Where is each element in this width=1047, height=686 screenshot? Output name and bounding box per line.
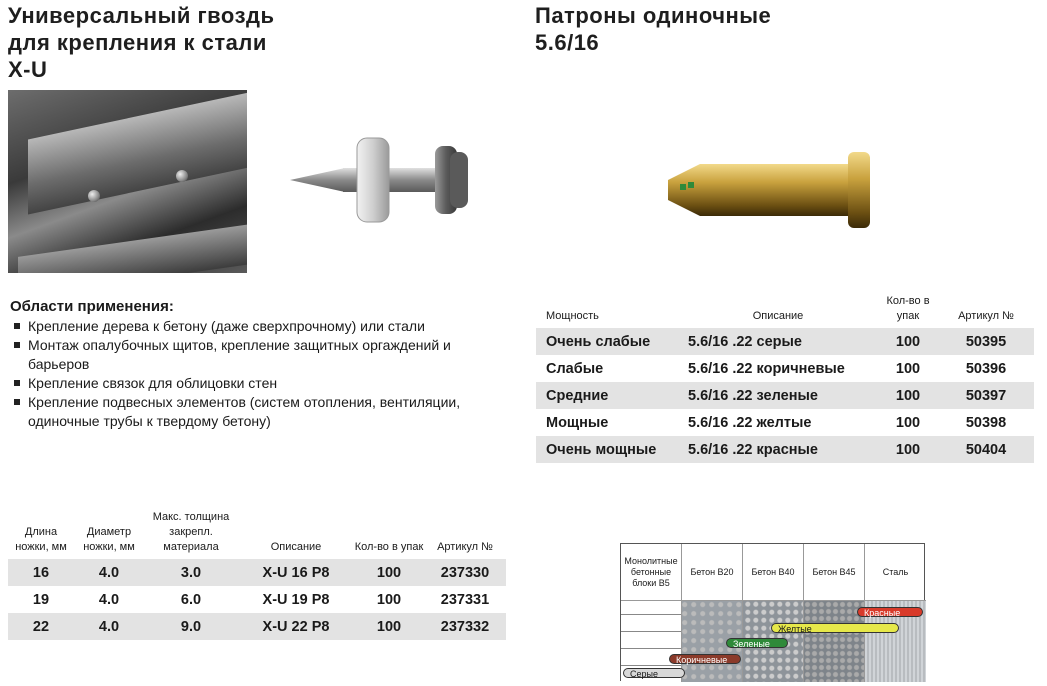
table-cell: 4.0 <box>98 591 120 608</box>
table-header: Мощность <box>546 310 599 322</box>
table-cell: 4.0 <box>74 559 144 586</box>
chart-column-header: Монолитные бетонные блоки B5 <box>621 544 681 601</box>
cartridge-title-line-1: Патроны одиночные <box>535 3 772 28</box>
list-item: Монтаж опалубочных щитов, крепление защитных оргаждений и барьеров <box>10 336 510 374</box>
table-cell: 22 <box>8 613 74 640</box>
table-cell: 100 <box>376 591 402 608</box>
table-cell: 100 <box>354 559 424 586</box>
table-cell: 4.0 <box>74 613 144 640</box>
table-cell: X-U 19 P8 <box>262 591 330 608</box>
table-header: Диаметр ножки, мм <box>83 526 135 553</box>
bullet-icon <box>14 399 20 405</box>
chart-column-header: Бетон B20 <box>682 544 742 601</box>
list-item: Крепление подвесных элементов (систем отопления, вентиляции, одиночные трубы к твердому бетону) <box>10 393 510 431</box>
bullet-icon <box>14 323 20 329</box>
table-row <box>8 613 506 640</box>
cartridge-title-line-2: 5.6/16 <box>535 30 600 55</box>
table-cell: X-U 16 P8 <box>238 559 354 586</box>
bar-brown: Коричневые <box>669 654 741 664</box>
table-header: Описание <box>752 310 804 322</box>
cartridge-title <box>535 2 955 56</box>
table-cell: 50395 <box>938 328 1034 355</box>
nail-title-line-3: X-U <box>8 57 48 82</box>
table-header: Макс. толщина закрепл. материала <box>152 511 230 553</box>
nail-specs-table <box>8 510 506 640</box>
table-cell: 237332 <box>424 613 506 640</box>
table-cell: 100 <box>878 328 938 355</box>
table-row <box>536 436 1034 463</box>
table-header: Длина ножки, мм <box>15 526 67 553</box>
cartridge-specs-table <box>536 294 1034 463</box>
bar-gray: Серые <box>623 668 685 678</box>
list-item: Крепление дерева к бетону (даже сверхпрочному) или стали <box>10 317 510 336</box>
bullet-icon <box>14 342 20 348</box>
nail-product-image <box>285 128 485 228</box>
chart-column-header: Сталь <box>865 544 926 601</box>
table-cell: Средние <box>536 382 678 409</box>
table-row <box>536 382 1034 409</box>
bar-green: Зеленые <box>726 638 788 648</box>
table-cell: Очень мощные <box>536 436 678 463</box>
cartridge-power-chart <box>620 543 925 681</box>
table-cell: 50397 <box>938 382 1034 409</box>
table-cell: 5.6/16 .22 зеленые <box>678 382 878 409</box>
table-cell: 100 <box>878 382 938 409</box>
table-cell: Мощные <box>546 414 609 431</box>
table-cell: 19 <box>32 591 50 608</box>
table-row <box>8 586 506 613</box>
table-cell: 16 <box>8 559 74 586</box>
applications-list <box>10 317 510 431</box>
bullet-icon <box>14 380 20 386</box>
list-item: Крепление связок для облицовки стен <box>10 374 510 393</box>
table-header: Кол-во в упак <box>354 541 424 553</box>
applications-section <box>10 297 510 431</box>
table-header: Артикул № <box>958 310 1014 322</box>
table-row <box>536 355 1034 382</box>
table-row <box>536 328 1034 355</box>
chart-column-header: Бетон B40 <box>743 544 803 601</box>
table-cell: 5.6/16 .22 коричневые <box>688 360 845 377</box>
table-cell: 100 <box>895 414 921 431</box>
table-cell: 237331 <box>440 591 490 608</box>
table-cell: 5.6/16 .22 красные <box>678 436 878 463</box>
table-row <box>536 409 1034 436</box>
table-cell: 50404 <box>938 436 1034 463</box>
bar-yellow: Желтые <box>771 623 899 633</box>
table-cell: 100 <box>895 360 921 377</box>
table-cell: 50398 <box>965 414 1007 431</box>
cartridge-product-image <box>660 140 900 240</box>
table-cell: 100 <box>878 436 938 463</box>
table-header: Кол-во в упак <box>886 295 930 322</box>
nail-title-line-1: Универсальный гвоздь <box>8 3 275 28</box>
chart-column <box>743 544 804 682</box>
table-cell: 5.6/16 .22 серые <box>678 328 878 355</box>
table-cell: 3.0 <box>144 559 238 586</box>
bar-red: Красные <box>857 607 923 617</box>
steel-application-photo <box>8 90 247 273</box>
table-cell: X-U 22 P8 <box>238 613 354 640</box>
applications-title: Области применения: <box>10 298 174 315</box>
table-cell: 237330 <box>424 559 506 586</box>
chart-column <box>804 544 865 682</box>
table-cell: Слабые <box>546 360 604 377</box>
table-header: Описание <box>270 541 322 553</box>
table-cell: 9.0 <box>144 613 238 640</box>
table-cell: 50396 <box>965 360 1007 377</box>
table-cell: 5.6/16 .22 желтые <box>688 414 812 431</box>
table-header: Артикул № <box>437 541 493 553</box>
nail-title-line-2: для крепления к стали <box>8 30 267 55</box>
chart-column-header: Бетон B45 <box>804 544 864 601</box>
table-cell: Очень слабые <box>536 328 678 355</box>
table-cell: 6.0 <box>180 591 202 608</box>
table-cell: 100 <box>354 613 424 640</box>
table-row <box>8 559 506 586</box>
nail-title <box>8 2 428 83</box>
